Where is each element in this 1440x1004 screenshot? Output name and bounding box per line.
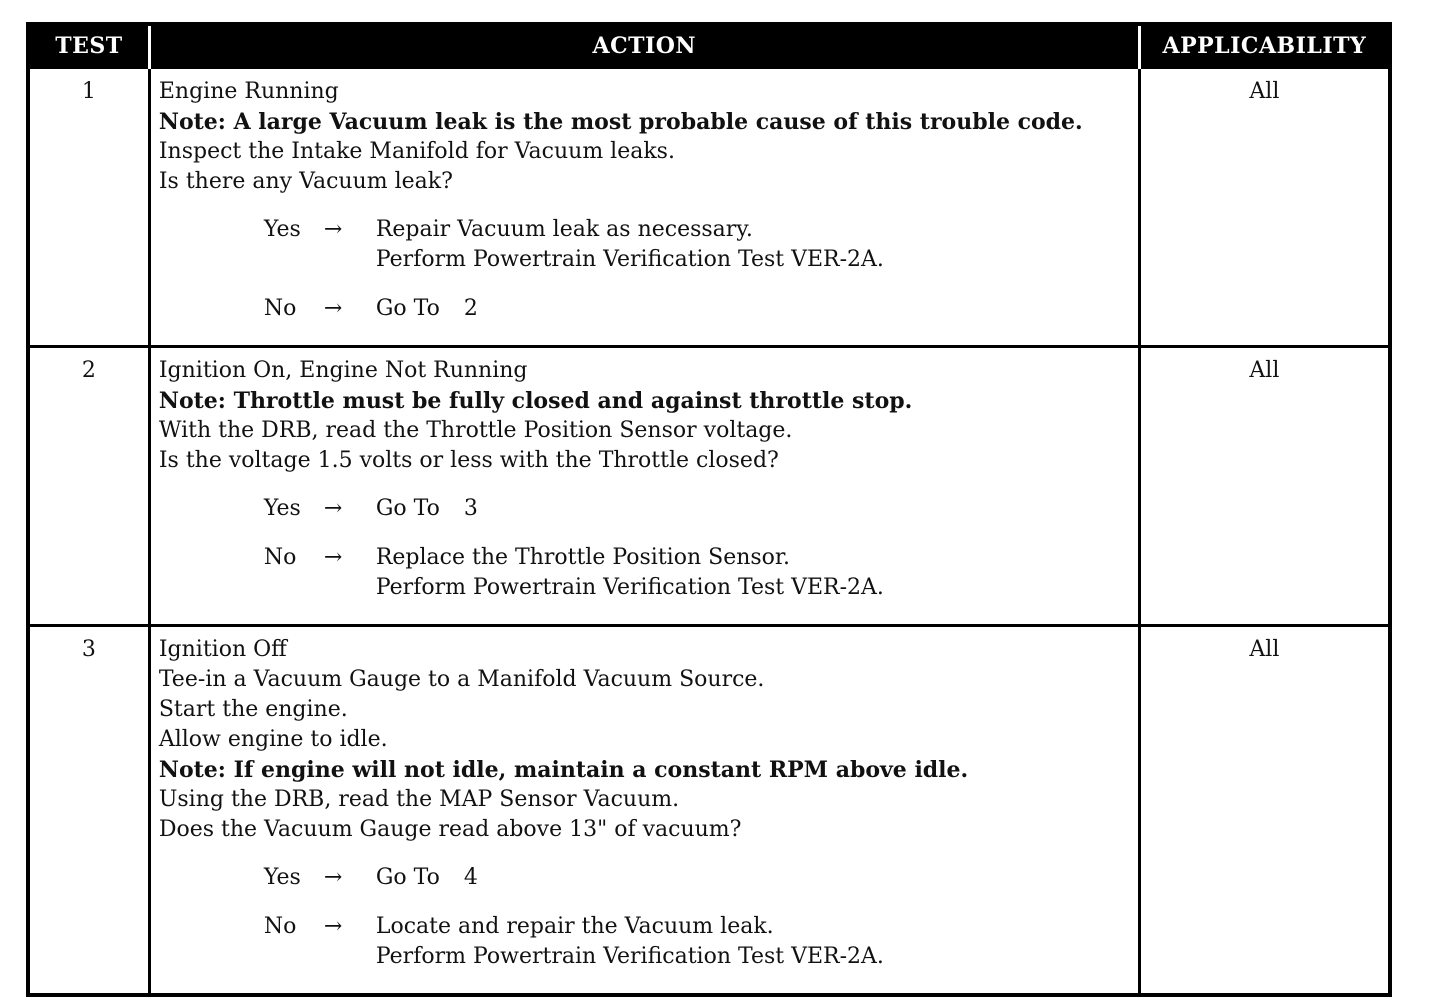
yes-label: Yes [263, 496, 301, 521]
arrow-icon: → [323, 545, 343, 570]
action-line: Is the voltage 1.5 volts or less with the Throttle closed? [158, 448, 779, 473]
result-line: Perform Powertrain Verification Test VER-2A. [375, 944, 884, 969]
action-line: With the DRB, read the Throttle Position Sensor voltage. [158, 418, 793, 443]
test-number: 2 [28, 347, 149, 626]
column-header-action: ACTION [149, 24, 1139, 68]
goto-text: Go To [375, 865, 440, 890]
action-cell [149, 347, 1139, 626]
column-header-test: TEST [28, 24, 149, 68]
no-result [376, 543, 884, 603]
arrow-icon: → [323, 217, 343, 242]
no-label: No [263, 545, 297, 570]
action-line: Ignition Off [158, 637, 287, 662]
column-header-applicability: APPLICABILITY [1139, 24, 1390, 68]
no-result [376, 294, 478, 324]
goto-text: Go To [375, 296, 440, 321]
table-header-row [28, 24, 1390, 68]
goto-number: 4 [463, 865, 478, 890]
goto-number: 2 [463, 296, 478, 321]
action-line: Inspect the Intake Manifold for Vacuum leaks. [158, 139, 675, 164]
arrow-icon: → [323, 914, 343, 939]
action-line: Ignition On, Engine Not Running [158, 358, 528, 383]
result-line: Perform Powertrain Verification Test VER-2A. [375, 575, 884, 600]
yes-result [376, 863, 478, 893]
applicability-cell: All [1139, 68, 1390, 347]
test-number: 1 [28, 68, 149, 347]
no-label: No [263, 296, 297, 321]
action-line: Tee-in a Vacuum Gauge to a Manifold Vacuum Source. [158, 667, 765, 692]
table-row [28, 68, 1390, 347]
yes-label: Yes [263, 865, 301, 890]
result-line: Locate and repair the Vacuum leak. [375, 914, 774, 939]
action-line: Allow engine to idle. [158, 727, 388, 752]
yes-label: Yes [263, 217, 301, 242]
action-note: Note: Throttle must be fully closed and against throttle stop. [158, 388, 913, 414]
table-row [28, 347, 1390, 626]
result-branches [159, 863, 1130, 972]
action-cell [149, 626, 1139, 996]
action-line: Does the Vacuum Gauge read above 13" of vacuum? [158, 817, 742, 842]
test-number: 3 [28, 626, 149, 996]
result-branches [159, 494, 1130, 603]
yes-result [376, 215, 884, 275]
arrow-icon: → [323, 496, 343, 521]
action-note: Note: A large Vacuum leak is the most probable cause of this trouble code. [158, 109, 1083, 135]
arrow-icon: → [323, 296, 343, 321]
action-note: Note: If engine will not idle, maintain a constant RPM above idle. [158, 757, 969, 783]
diagnostic-test-table [26, 22, 1392, 997]
action-line: Start the engine. [158, 697, 348, 722]
no-branch [264, 294, 1130, 324]
no-branch [264, 912, 1130, 972]
result-line: Perform Powertrain Verification Test VER-2A. [375, 247, 884, 272]
no-result [376, 912, 884, 972]
table-row [28, 626, 1390, 996]
result-line: Repair Vacuum leak as necessary. [375, 217, 753, 242]
arrow-icon: → [323, 865, 343, 890]
goto-text: Go To [375, 496, 440, 521]
result-line: Replace the Throttle Position Sensor. [375, 545, 791, 570]
result-branches [159, 215, 1130, 324]
yes-branch [264, 215, 1130, 275]
no-label: No [263, 914, 297, 939]
applicability-cell: All [1139, 626, 1390, 996]
goto-number: 3 [463, 496, 478, 521]
action-line: Engine Running [158, 79, 339, 104]
action-line: Is there any Vacuum leak? [158, 169, 453, 194]
yes-branch [264, 494, 1130, 524]
applicability-cell: All [1139, 347, 1390, 626]
no-branch [264, 543, 1130, 603]
yes-result [376, 494, 478, 524]
action-cell [149, 68, 1139, 347]
yes-branch [264, 863, 1130, 893]
action-line: Using the DRB, read the MAP Sensor Vacuum. [158, 787, 680, 812]
